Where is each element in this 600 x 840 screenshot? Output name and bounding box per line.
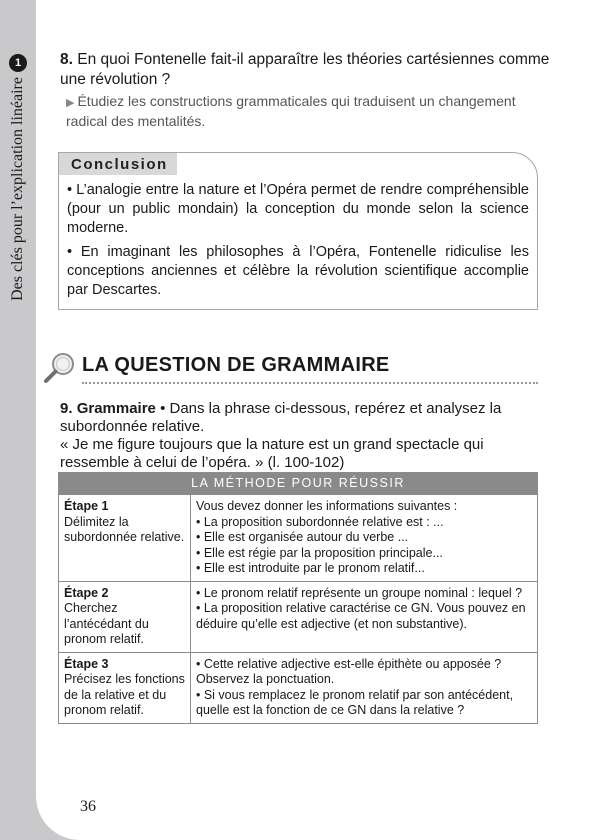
step-title: Étape 3 [64, 656, 109, 671]
method-table [58, 472, 538, 724]
instruction-line: Vous devez donner les informations suivantes : [196, 499, 458, 513]
instruction-line: • La proposition relative caractérise ce GN. Vous pouvez en déduire qu’elle est adjective (et non substantive). [196, 601, 526, 631]
step-description: Précisez les fonctions de la relative et du pronom relatif. [64, 672, 185, 717]
method-table-header: LA MÉTHODE POUR RÉUSSIR [59, 473, 538, 495]
step-description: Cherchez l’antécédant du pronom relatif. [64, 601, 149, 646]
grammar-section-title: LA QUESTION DE GRAMMAIRE [82, 354, 390, 376]
step-title: Étape 1 [64, 499, 109, 513]
question-8-text: En quoi Fontenelle fait-il apparaître les théories cartésiennes comme une révolution ? [60, 51, 550, 88]
table-row [59, 495, 538, 582]
magnifier-icon [42, 351, 78, 385]
question-8-number: 8. [60, 51, 73, 68]
instruction-line: • Le pronom relatif représente un groupe nominal : lequel ? [196, 585, 523, 600]
step-description: Délimitez la subordonnée relative. [64, 514, 185, 544]
table-row [59, 652, 538, 723]
step-title: Étape 2 [64, 585, 109, 600]
conclusion-text [67, 181, 529, 305]
question-8-hint [66, 92, 536, 130]
question-8 [60, 50, 550, 90]
instruction-line: • Elle est régie par la proposition principale... [196, 545, 443, 560]
instruction-line: • La proposition subordonnée relative est : ... [196, 514, 444, 529]
table-row [59, 581, 538, 652]
page-number: 36 [80, 798, 96, 815]
step-cell [59, 495, 191, 582]
conclusion-bullet: • L’analogie entre la nature et l’Opéra permet de rendre compréhensible (pour un public mondain) la conception du monde selon la science moderne. [67, 182, 529, 236]
step-cell [59, 652, 191, 723]
question-9 [60, 400, 510, 472]
section-divider [82, 382, 538, 384]
question-8-hint-text: Étudiez les constructions grammaticales qui traduisent un changement radical des mentalités. [66, 93, 516, 129]
chapter-sidebar [4, 54, 32, 354]
instruction-line: • Cette relative adjective est-elle épithète ou apposée ? Observez la ponctuation. [196, 656, 502, 686]
conclusion-box [58, 152, 538, 310]
step-instructions [191, 581, 538, 652]
triangle-arrow-icon: ▶ [66, 97, 75, 109]
question-9-quote: « Je me figure toujours que la nature est un grand spectacle qui ressemble à celui de l’opéra. » (l. 100-102) [60, 436, 484, 471]
instruction-line: • Elle est introduite par le pronom relatif... [196, 561, 425, 575]
chapter-number-badge: 1 [9, 54, 27, 72]
instruction-line: • Si vous remplacez le pronom relatif par son antécédent, quelle est la fonction de ce GN dans la relative ? [196, 687, 514, 717]
step-instructions [191, 495, 538, 582]
step-cell [59, 581, 191, 652]
question-9-text: • Dans la phrase ci-dessous, repérez et analysez la subordonnée relative. [60, 400, 502, 435]
question-9-number: 9. [60, 400, 73, 417]
conclusion-bullet: • En imaginant les philosophes à l’Opéra, Fontenelle ridiculise les conceptions anciennes et célèbre la révolution scientifique accomplie par Descartes. [67, 244, 529, 298]
conclusion-title: Conclusion [59, 153, 177, 175]
instruction-line: • Elle est organisée autour du verbe ... [196, 530, 409, 544]
question-9-label: Grammaire [76, 400, 156, 417]
chapter-title: Des clés pour l’explication linéaire [9, 77, 26, 301]
step-instructions [191, 652, 538, 723]
